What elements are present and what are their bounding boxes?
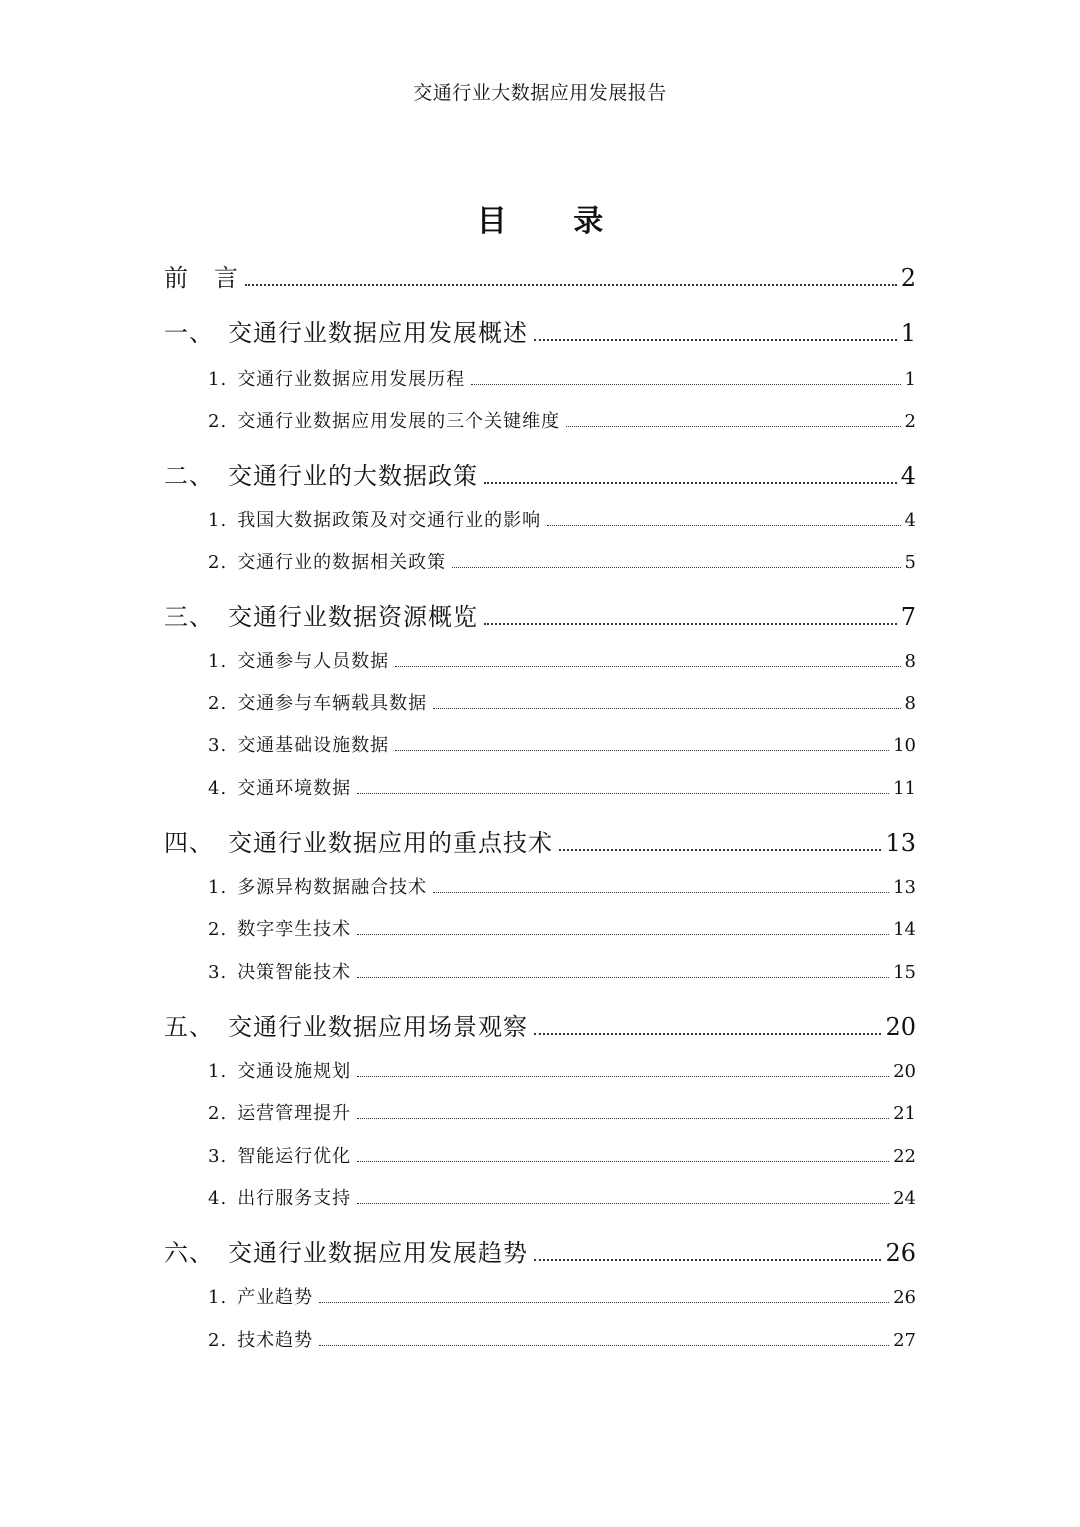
toc-entry-text [164, 915, 351, 941]
toc-entry-number: 四、 [164, 829, 214, 857]
toc-entry-number: 4. [208, 778, 228, 799]
toc-section-entry[interactable] [164, 647, 916, 673]
toc-entry-number: 五、 [164, 1013, 214, 1041]
dot-leader [484, 622, 897, 625]
toc-page-number: 5 [904, 552, 916, 573]
toc-page-number: 8 [904, 693, 916, 714]
toc-chapter-entry[interactable] [164, 313, 916, 348]
toc-entry-label: 交通行业的数据相关政策 [237, 552, 447, 573]
dot-leader [433, 707, 900, 709]
toc-entry-number: 2. [208, 552, 228, 573]
toc-entry-label: 数字孪生技术 [237, 919, 352, 940]
toc-section-entry[interactable] [164, 915, 916, 941]
toc-section-entry[interactable] [164, 1057, 916, 1083]
toc-entry-number: 2. [208, 1103, 228, 1124]
toc-chapter-entry[interactable] [164, 258, 916, 293]
toc-entry-label: 交通行业数据应用发展历程 [237, 369, 466, 390]
dot-leader [357, 933, 889, 935]
toc-page-number: 14 [893, 919, 916, 940]
dot-leader [559, 848, 881, 851]
toc-page-number: 7 [900, 603, 916, 631]
toc-entry-number: 1. [208, 1287, 228, 1308]
toc-page-number: 20 [893, 1061, 916, 1082]
toc-page-number: 13 [893, 877, 916, 898]
toc-entry-number: 1. [208, 877, 228, 898]
dot-leader [433, 891, 889, 893]
toc-page-number: 10 [893, 735, 916, 756]
dot-leader [357, 792, 889, 794]
toc-entry-number: 3. [208, 962, 228, 983]
toc-chapter-entry[interactable] [164, 456, 916, 491]
toc-page-number: 1 [904, 369, 916, 390]
toc-section-entry[interactable] [164, 407, 916, 433]
toc-entry-text [164, 774, 351, 800]
dot-leader [357, 1160, 889, 1162]
toc-entry-text [164, 1142, 351, 1168]
toc-page-number: 26 [885, 1239, 916, 1267]
dot-leader [395, 749, 889, 751]
toc-section-entry[interactable] [164, 958, 916, 984]
dot-leader [319, 1344, 889, 1346]
dot-leader [534, 1032, 881, 1035]
toc-page-number: 24 [893, 1188, 916, 1209]
toc-entry-label: 智能运行优化 [237, 1146, 352, 1167]
toc-entry-label: 交通行业数据应用发展的三个关键维度 [237, 411, 561, 432]
toc-entry-label: 运营管理提升 [237, 1103, 352, 1124]
running-header: 交通行业大数据应用发展报告 [413, 82, 667, 104]
dot-leader [484, 481, 897, 484]
toc-entry-text [164, 506, 541, 532]
toc-entry-label: 交通行业数据资源概览 [228, 603, 478, 631]
dot-leader [357, 1075, 889, 1077]
toc-entry-number: 六、 [164, 1239, 214, 1267]
dot-leader [357, 976, 889, 978]
toc-entry-label: 前 言 [164, 264, 239, 292]
toc-entry-text [164, 1233, 528, 1268]
toc-entry-number: 2. [208, 1330, 228, 1351]
toc-entry-number: 1. [208, 1061, 228, 1082]
toc-entry-label: 交通行业数据应用发展概述 [228, 319, 528, 347]
dot-leader [245, 283, 897, 286]
toc-entry-number: 3. [208, 1146, 228, 1167]
dot-leader [534, 1258, 881, 1261]
toc-entry-label: 多源异构数据融合技术 [237, 877, 428, 898]
toc-entry-text [164, 731, 389, 757]
toc-entry-label: 产业趋势 [237, 1287, 314, 1308]
toc-page-number: 4 [900, 462, 916, 490]
toc-chapter-entry[interactable] [164, 1007, 916, 1042]
toc-entry-label: 交通行业的大数据政策 [228, 462, 478, 490]
toc-chapter-entry[interactable] [164, 1233, 916, 1268]
toc-entry-label: 交通行业数据应用的重点技术 [228, 829, 553, 857]
toc-title: 目 录 [476, 204, 632, 239]
toc-entry-text [164, 456, 478, 491]
toc-page-number: 2 [904, 411, 916, 432]
toc-entry-label: 交通参与车辆载具数据 [237, 693, 428, 714]
toc-entry-number: 1. [208, 510, 228, 531]
dot-leader [357, 1202, 889, 1204]
toc-entry-text [164, 258, 239, 293]
toc-entry-text [164, 1007, 528, 1042]
toc-entry-text [164, 313, 528, 348]
toc-entry-text [164, 958, 351, 984]
toc-section-entry[interactable] [164, 1283, 916, 1309]
toc-entry-number: 2. [208, 919, 228, 940]
toc-entry-number: 1. [208, 651, 228, 672]
toc-entry-label: 交通基础设施数据 [237, 735, 390, 756]
toc-entry-label: 技术趋势 [237, 1330, 314, 1351]
toc-entry-text [164, 873, 427, 899]
toc-page-number: 15 [893, 962, 916, 983]
toc-section-entry[interactable] [164, 689, 916, 715]
toc-entry-text [164, 597, 478, 632]
toc-section-entry[interactable] [164, 506, 916, 532]
dot-leader [547, 524, 900, 526]
toc-section-entry[interactable] [164, 1142, 916, 1168]
toc-section-entry[interactable] [164, 774, 916, 800]
toc-entry-text [164, 548, 446, 574]
toc-entry-number: 三、 [164, 603, 214, 631]
toc-page-number: 4 [904, 510, 916, 531]
toc-page-number: 27 [893, 1330, 916, 1351]
toc-section-entry[interactable] [164, 873, 916, 899]
toc-entry-label: 交通环境数据 [237, 778, 352, 799]
toc-section-entry[interactable] [164, 731, 916, 757]
toc-page-number: 1 [900, 319, 916, 347]
toc-page-number: 22 [893, 1146, 916, 1167]
toc-page-number: 13 [885, 829, 916, 857]
toc-entry-text [164, 823, 553, 858]
toc-page-number: 26 [893, 1287, 916, 1308]
toc-page-number: 11 [893, 778, 916, 799]
toc-entry-label: 交通参与人员数据 [237, 651, 390, 672]
toc-entry-number: 2. [208, 411, 228, 432]
toc-page-number: 21 [893, 1103, 916, 1124]
toc-entry-text [164, 407, 560, 433]
toc-entry-number: 二、 [164, 462, 214, 490]
toc-entry-text [164, 1326, 313, 1352]
toc-entry-label: 交通行业数据应用场景观察 [228, 1013, 528, 1041]
toc-entry-number: 1. [208, 369, 228, 390]
toc-entry-text [164, 1057, 351, 1083]
toc-page-number: 8 [904, 651, 916, 672]
toc-entry-number: 3. [208, 735, 228, 756]
toc-page-number: 20 [885, 1013, 916, 1041]
dot-leader [357, 1117, 889, 1119]
toc-chapter-entry[interactable] [164, 597, 916, 632]
dot-leader [319, 1301, 889, 1303]
toc-entry-label: 交通行业数据应用发展趋势 [228, 1239, 528, 1267]
toc-section-entry[interactable] [164, 1326, 916, 1352]
toc-entry-text [164, 689, 427, 715]
dot-leader [566, 425, 900, 427]
dot-leader [452, 566, 900, 568]
toc-entry-label: 决策智能技术 [237, 962, 352, 983]
toc-page-number: 2 [900, 264, 916, 292]
toc-entry-text [164, 647, 389, 673]
toc-entry-number: 2. [208, 693, 228, 714]
toc-entry-label: 交通设施规划 [237, 1061, 352, 1082]
toc-section-entry[interactable] [164, 548, 916, 574]
toc-chapter-entry[interactable] [164, 823, 916, 858]
toc-entry-label: 我国大数据政策及对交通行业的影响 [237, 510, 542, 531]
toc-entry-text [164, 365, 465, 391]
toc-entry-text [164, 1184, 351, 1210]
toc-section-entry[interactable] [164, 1099, 916, 1125]
toc-entry-number: 4. [208, 1188, 228, 1209]
toc-entry-text [164, 1099, 351, 1125]
toc-entry-label: 出行服务支持 [237, 1188, 352, 1209]
toc-entry-number: 一、 [164, 319, 214, 347]
dot-leader [534, 338, 897, 341]
toc-section-entry[interactable] [164, 1184, 916, 1210]
toc-entry-text [164, 1283, 313, 1309]
toc-section-entry[interactable] [164, 365, 916, 391]
dot-leader [471, 383, 900, 385]
dot-leader [395, 665, 900, 667]
